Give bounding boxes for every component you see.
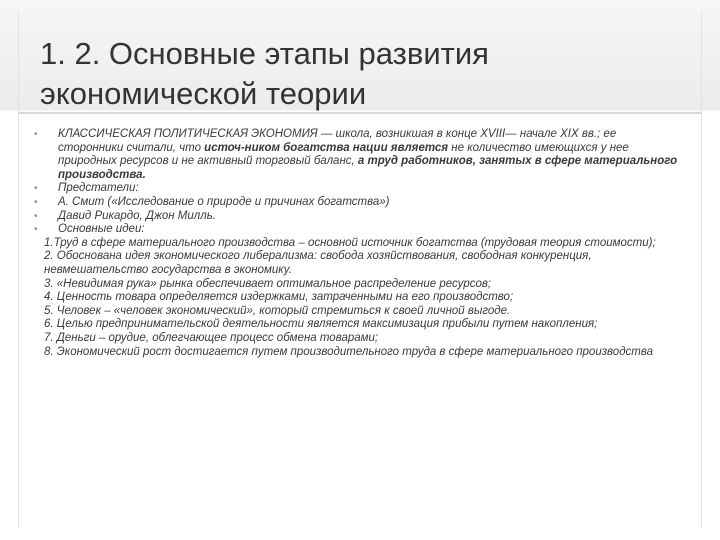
classical-school-bold-1: источ-ником богатства нации является [204,141,449,154]
bullet-text: Предстатели: [58,182,139,195]
title-line-1: 1. 2. Основные этапы развития [40,36,489,71]
idea-item-8: 8. Экономический рост достигается путем производительного труда в сфере материального производства [44,345,654,358]
idea-item-5: 5. Человек – «человек экономический», который стремиться к своей личной выгоде. [44,304,511,317]
classical-school-text: КЛАССИЧЕСКАЯ ПОЛИТИЧЕСКАЯ ЭКОНОМИЯ — школа, возникшая в конце XVIII— начале XIX вв.; ее сторонники считали, что [58,128,617,154]
bullet-text: Основные идеи: [58,223,145,236]
idea-item-6: 6. Целью предпринимательской деятельности является максимизация прибыли путем накопления; [44,318,598,331]
bullet-item-representatives [34,182,684,196]
bullet-dot-icon: • [34,196,38,208]
idea-item-3: 3. «Невидимая рука» рынка обеспечивает оптимальное распределение ресурсов; [44,277,492,290]
bullet-dot-icon: • [34,129,38,140]
bullet-text: Давид Рикардо, Джон Милль. [58,209,216,222]
idea-item-4: 4. Ценность товара определяется издержками, затраченными на его производство; [44,291,514,304]
bullet-item-smith [34,196,684,210]
bullet-text: А. Смит («Исследование о природе и причинах богатства») [58,195,390,208]
bullet-item-classical-school [34,128,684,182]
frame-left-line [18,12,19,528]
bullet-item-main-ideas [34,223,684,237]
frame-right-line [701,12,702,528]
classical-school-text-2: не количество имеющихся у нее природных ресурсов и не активный торговый баланс, [58,141,629,168]
idea-item-7: 7. Деньги – орудие, облегчающее процесс обмена товарами; [44,331,379,344]
slide-content [34,128,684,359]
bullet-item-ricardo-mill [34,210,684,224]
bullet-dot-icon: • [34,210,38,222]
idea-item-1: 1.Труд в сфере материального производства – основной источник богатства (трудовая теория стоимости); [44,236,656,249]
classical-school-bold-2: а труд работников, занятых в сфере материального производства. [58,155,678,181]
title-line-2: экономической теории [40,76,367,111]
idea-item-2: 2. Обоснована идея экономического либерализма: свобода хозяйствования, свободная конкуренция, невмешательство государства в экономику. [44,250,592,276]
bullet-dot-icon: • [34,183,38,195]
bullet-dot-icon: • [34,224,38,236]
slide-title [40,34,660,114]
